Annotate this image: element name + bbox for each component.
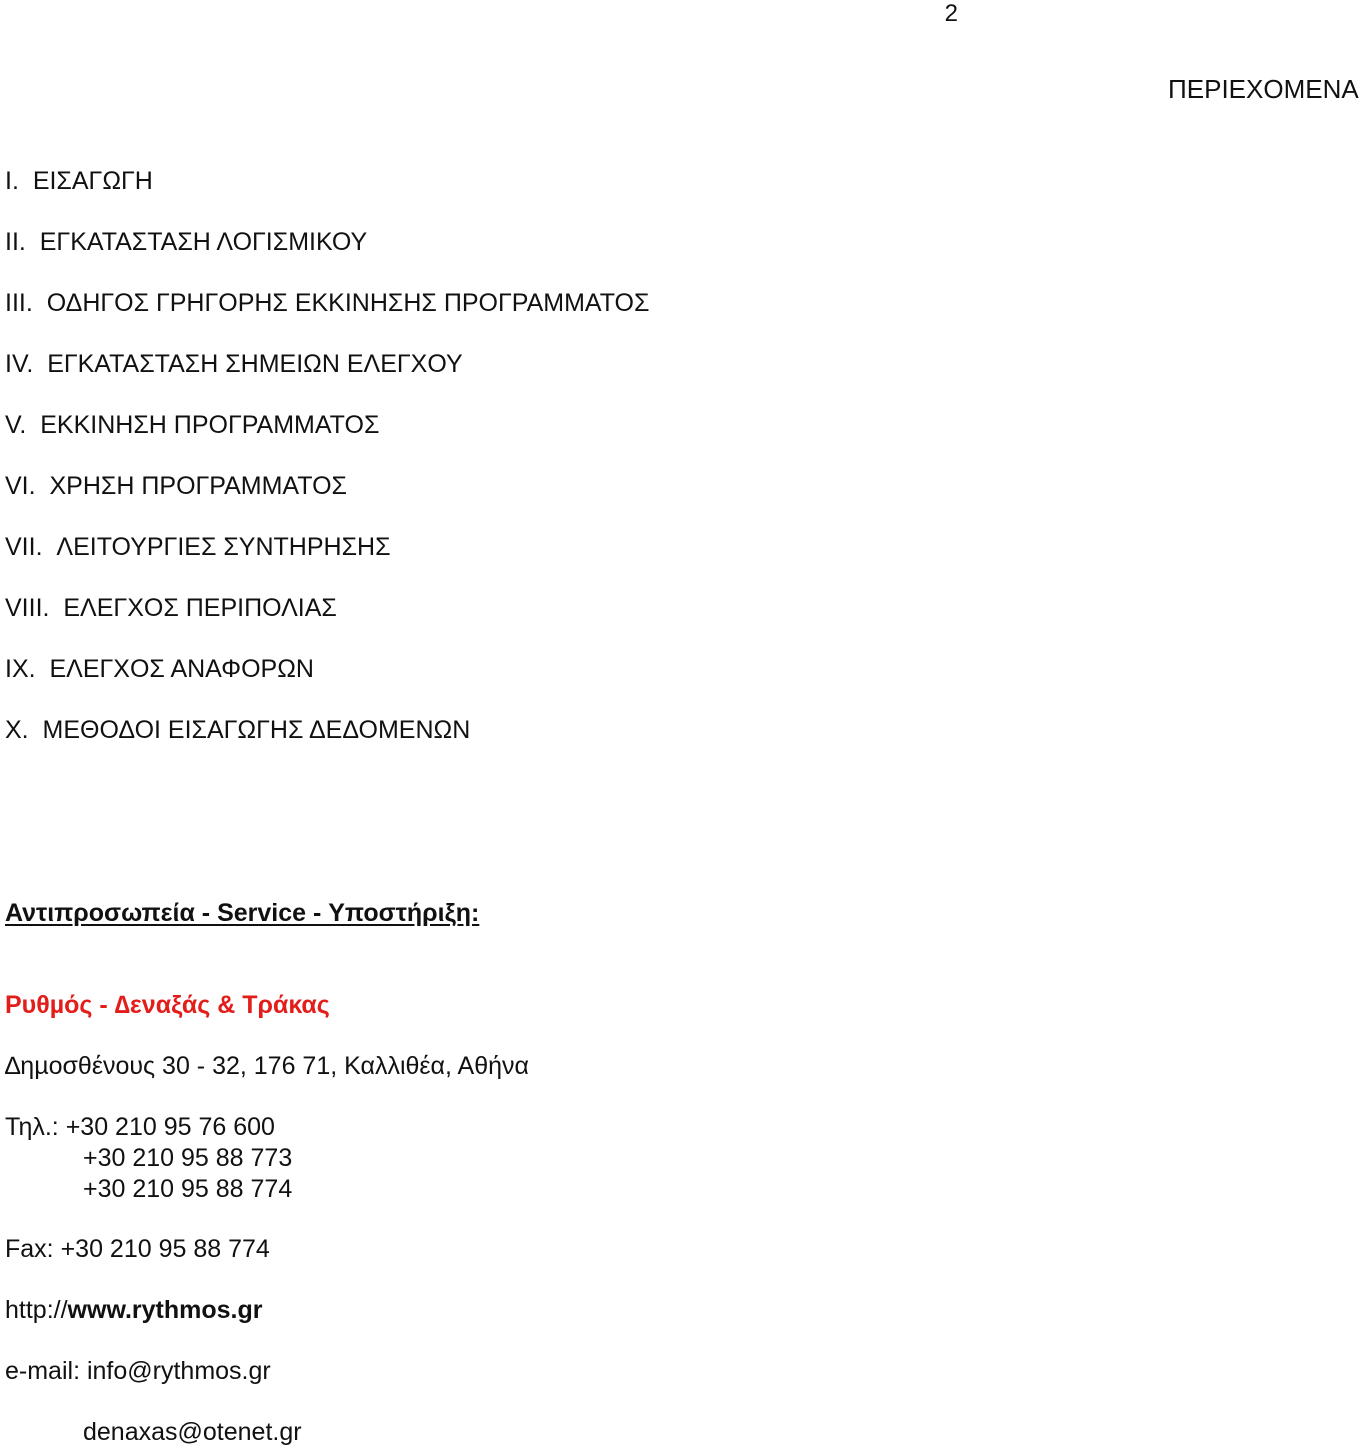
toc-item-3 (5, 288, 649, 318)
toc-item-5 (5, 410, 379, 440)
phone-line-1 (5, 1112, 275, 1142)
toc-item-8 (5, 593, 337, 623)
email-label: e-mail: (5, 1357, 81, 1385)
toc-label: ΛΕΙΤΟΥΡΓΙΕΣ ΣΥΝΤΗΡΗΣΗΣ (56, 533, 391, 561)
fax: Fax: +30 210 95 88 774 (5, 1235, 270, 1263)
toc-num: VI. (5, 472, 36, 500)
toc-label: ΕΛΕΓΧΟΣ ΑΝΑΦΟΡΩΝ (49, 655, 314, 683)
toc-label: ΜΕΘΟΔΟΙ ΕΙΣΑΓΩΓΗΣ ΔΕΔΟΜΕΝΩΝ (42, 716, 471, 744)
toc-item-1 (5, 166, 153, 196)
toc-item-10 (5, 715, 470, 745)
toc-item-7 (5, 532, 391, 562)
toc-num: II. (5, 228, 26, 256)
company-name: Ρυθµός - ∆εναξάς & Τράκας (5, 991, 330, 1019)
toc-label: ΕΛΕΓΧΟΣ ΠΕΡΙΠΟΛΙΑΣ (63, 594, 337, 622)
toc-label: ΕΚΚΙΝΗΣΗ ΠΡΟΓΡΑΜΜΑΤΟΣ (40, 411, 380, 439)
website-link[interactable] (5, 1295, 262, 1325)
email-line (5, 1356, 271, 1386)
toc-label: ΕΓΚΑΤΑΣΤΑΣΗ ΛΟΓΙΣΜΙΚΟΥ (39, 228, 368, 256)
support-heading: Αντιπροσωπεία - Service - Υποστήριξη: (5, 899, 480, 927)
toc-num: X. (5, 716, 29, 744)
toc-num: VII. (5, 533, 43, 561)
email-link[interactable]: denaxas@otenet.gr (83, 1418, 302, 1446)
email-link[interactable]: info@rythmos.gr (86, 1357, 271, 1385)
phone-number: +30 210 95 88 773 (83, 1144, 293, 1172)
toc-num: III. (5, 289, 33, 317)
toc-num: V. (5, 411, 27, 439)
toc-item-6 (5, 471, 347, 501)
toc-num: I. (5, 167, 19, 195)
toc-item-4 (5, 349, 463, 379)
address: ∆ηµοσθένους 30 - 32, 176 71, Καλλιθέα, Αθήνα (5, 1052, 529, 1080)
page-title: ΠΕΡΙΕΧΟΜΕΝΑ (1168, 74, 1359, 104)
toc-label: ΟΔΗΓΟΣ ΓΡΗΓΟΡΗΣ ΕΚΚΙΝΗΣΗΣ ΠΡΟΓΡΑΜΜΑΤΟΣ (46, 289, 650, 317)
toc-num: VIII. (5, 594, 50, 622)
phone-number: +30 210 95 76 600 (65, 1113, 275, 1141)
toc-num: IX. (5, 655, 36, 683)
website-domain: www.rythmos.gr (67, 1296, 263, 1324)
page-number: 2 (944, 0, 958, 27)
phone-label: Τηλ.: (5, 1113, 59, 1141)
phone-number: +30 210 95 88 774 (83, 1175, 293, 1203)
toc-label: ΧΡΗΣΗ ΠΡΟΓΡΑΜΜΑΤΟΣ (49, 472, 347, 500)
toc-item-9 (5, 654, 314, 684)
toc-item-2 (5, 227, 367, 257)
toc-label: ΕΓΚΑΤΑΣΤΑΣΗ ΣΗΜΕΙΩΝ ΕΛΕΓΧΟΥ (47, 350, 463, 378)
toc-num: IV. (5, 350, 34, 378)
website-prefix: http:// (5, 1296, 68, 1324)
toc-label: ΕΙΣΑΓΩΓΗ (32, 167, 153, 195)
